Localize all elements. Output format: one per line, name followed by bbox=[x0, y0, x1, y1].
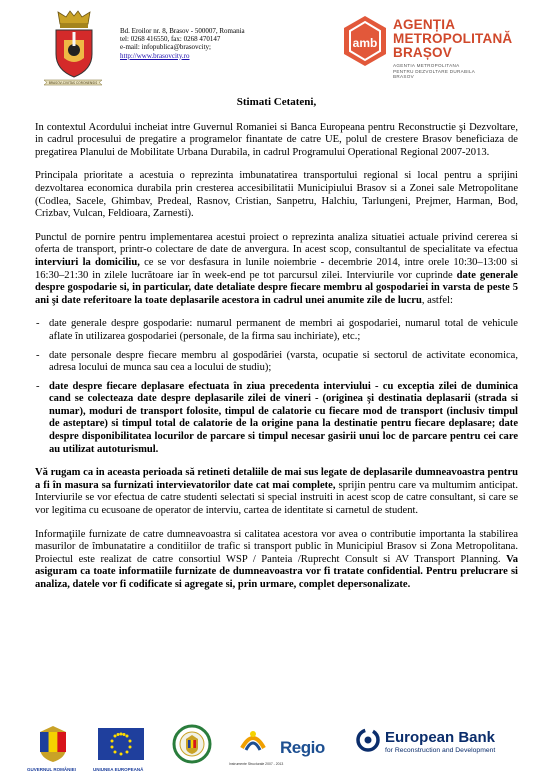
paragraph-interviews: Punctul de pornire pentru implementarea acestui proiect o reprezinta analiza situatiei actuale privind cererea si oferta de transport, printr-o colectare de date de anvergura. In acest scop, consultantul de specialitate va efectua interviuri la domiciliu, ce se vor desfasura in lunile noiembrie - decembrie 2014, intre orele 10:30–13:00 si 16:30–21:30 in zilele lucrătoare iar în week-end pe tot parcursul zilei. Interviurile vor cuprinde date generale despre gospodarie si, in particular, date detaliate despre fiecare membru al gospodariei in varsta de peste 5 ani şi date referitoare la toate deplasarile acestora in cadrul unei anumite zile de lucru, astfel: bbox=[35, 231, 518, 306]
regio-logo-text: Regio bbox=[280, 738, 325, 757]
svg-text:BRASOV-CIVITAS CORONENSIS: BRASOV-CIVITAS CORONENSIS bbox=[48, 81, 98, 85]
agency-subtitle: AGENTIA METROPOLITANA PENTRU DEZVOLTARE DURABILA BRASOV bbox=[393, 63, 476, 79]
paragraph-priority: Principala prioritate a acestuia o reprezinta imbunatatirea transportului regional si local pentru a sprijini dezvoltarea economica durabila prin cresterea accesibilitatii Municipiului Brasov si a Zonei sale Metropolitane (Codlea, Sacele, Ghimbav, Predeal, Rasnov, Cristian, Sanpetru, Halchiu, Tarlungeni, Prejmer, Harman, Bod, Crizbav, Vulcan, Feldioara, Zarnesti). bbox=[35, 170, 518, 220]
romanian-government-logo-icon bbox=[36, 724, 70, 764]
structural-instruments-logo-icon bbox=[236, 726, 270, 756]
crest-banner bbox=[44, 78, 102, 87]
data-categories-list bbox=[35, 318, 518, 456]
letter-body bbox=[35, 96, 518, 603]
contact-email: e-mail: infopublica@brasovcity; bbox=[120, 43, 212, 52]
ministry-seal-icon bbox=[172, 724, 212, 764]
paragraph-request: Vă rugam ca in aceasta perioada să retineti detaliile de mai sus legate de deplasarile dumneavoastra pentru a fi în masura sa furnizati intervievatorilor date cat mai complete, sprijin pentru care va multumim anticipat. Interviurile se vor efectua de catre studenti selectati si special instruiti in acest scop de catre consultant, si care se vor legitima cu ecusoane de operator de interviu, cartea de identitate si carnetul de student. bbox=[35, 467, 518, 517]
list-item: - date despre fiecare deplasare efectuata în ziua precedenta interviului - cu exceptia zilei de duminica cand se colecteaza date despre deplasarile zilei de vineri - (originea şi destinatia deplasarii (strada si numar), moduri de transport folosite, timpul de calatorie cu fiecare mod de transport (inclusiv timpul de asteptare) si timpul total de calatorie de la origine pana la destinatie pentru fiecare deplasare; date despre disponibilitatea locurilor de parcare si timpul necesar gasirii unui loc de parcare pentru cei care au utilizat autoturismul. bbox=[36, 380, 518, 455]
gov-label: GUVERNUL ROMÂNIEI bbox=[27, 767, 76, 772]
contact-phone: tel: 0268 416550, fax: 0268 470147 bbox=[120, 35, 221, 44]
letterhead bbox=[0, 0, 547, 98]
sponsor-logos bbox=[0, 714, 547, 782]
structural-instruments-label: Instrumente Structurale 2007 - 2013 bbox=[229, 762, 284, 766]
contact-website-link[interactable]: http://www.brasovcity.ro bbox=[120, 51, 190, 60]
amb-logo-icon bbox=[342, 14, 388, 68]
contact-block bbox=[120, 27, 245, 60]
list-item: - date personale despre fiecare membru al gospodăriei (varsta, ocupatie si sectorul de activitate economica, adresa locului de munca sau cea a locului de studiu); bbox=[36, 349, 518, 374]
ebrd-name: European Bank for Reconstruction and Development bbox=[385, 729, 496, 754]
eu-label: UNIUNEA EUROPEANĂ bbox=[93, 767, 144, 772]
eu-flag-icon bbox=[98, 728, 144, 760]
agency-name: AGENȚIA METROPOLITANĂ BRAȘOV AGENTIA METROPOLITANA PENTRU DEZVOLTARE DURABILA BRASOV bbox=[393, 17, 513, 79]
svg-text:amb: amb bbox=[352, 36, 378, 50]
paragraph-confidentiality: Informaţiile furnizate de catre dumneavoastra si calitatea acestora vor avea o contributie importanta la stabilirea masurilor de îmbunatatire a conditiilor de trafic si transport public în Municipiul Brasov si Zona Metropolitana. Proiectul este realizat de catre consortiul WSP / Panteia /Ruprecht Consult si AV Transport Planning. Va asiguram ca toate informatiile furnizate de dumneavoastra vor fi tratate confidential. Pentru prelucrare si analiza, datele vor fi codificate si agregate si, prin urmare, complet depersonalizate. bbox=[35, 528, 518, 590]
contact-address: Bd. Eroilor nr. 8, Brasov - 500007, Romania bbox=[120, 27, 245, 35]
list-item: - date generale despre gospodarie: numarul permanent de membri ai gospodariei, numarul total de vehicule aflate în utilizarea gospodariei (personale, de la firma sau inchiriate), etc.; bbox=[36, 318, 518, 342]
paragraph-context: In contextul Acordului incheiat intre Guvernul Romaniei si Banca Europeana pentru Reconstructie şi Dezvoltare, in cadrul procesului de pregatire a programelor finantate de catre UE, polul de crestere Brasov beneficiaza de pregatirea Planului de Mobilitate Urbana Durabila, in cadrul Programului Operational Regional 2007-2013. bbox=[35, 121, 518, 158]
ebrd-logo-icon bbox=[356, 728, 380, 752]
greeting: Stimati Cetateni, bbox=[236, 96, 317, 108]
brasov-coat-of-arms-icon bbox=[52, 8, 96, 80]
